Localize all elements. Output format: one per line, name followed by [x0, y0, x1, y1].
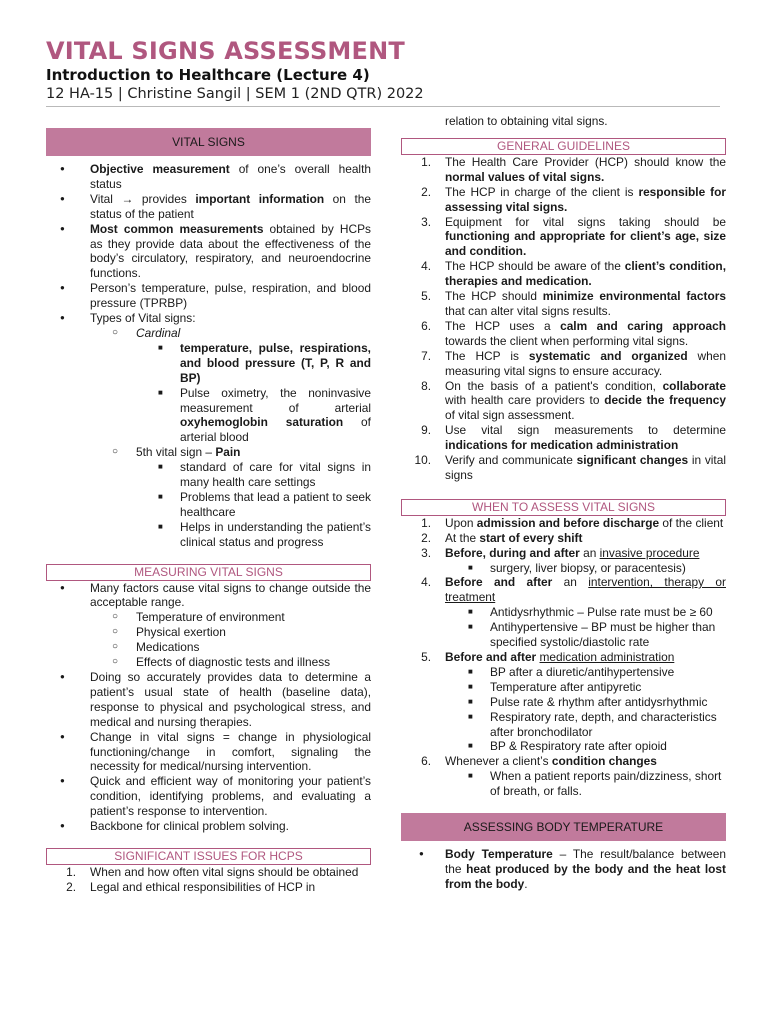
sub-list-item: ○ Temperature of environment — [46, 610, 371, 625]
sub-list-item: ■ surgery, liver biopsy, or paracentesis) — [401, 561, 726, 576]
sub-list-item: ■ Respiratory rate, depth, and characteristics after bronchodilator — [401, 710, 726, 740]
document-meta: 12 HA-15 | Christine Sangil | SEM 1 (2ND QTR) 2022 — [46, 86, 424, 102]
issues-list — [46, 865, 371, 895]
sub-sub-list-item: ■ Problems that lead a patient to seek healthcare — [46, 490, 371, 520]
list-item: 4. The HCP should be aware of the client’s condition, therapies and medication. — [421, 259, 726, 289]
guidelines-list — [401, 155, 726, 483]
list-item: ● Change in vital signs = change in physiological functioning/change in comfort, signaling the necessity for medical/nursing intervention. — [46, 730, 371, 775]
list-item: 7. The HCP is systematic and organized when measuring vital signs to ensure accuracy. — [421, 348, 726, 378]
when-list — [401, 516, 726, 799]
measuring-list — [46, 581, 371, 834]
sub-list-item: ■ Antihypertensive – BP must be higher than specified systolic/diastolic rate — [401, 620, 726, 650]
list-item: ● Objective measurement of one’s overall health status — [46, 162, 371, 192]
list-item: ● Most common measurements obtained by HCPs as they provide data about the effectiveness of the body’s circulatory, respiratory, and neuroendocrine functions. — [46, 222, 371, 282]
sub-list-item: ■ BP after a diuretic/antihypertensive — [401, 665, 726, 680]
list-item: ● Vital → provides important information on the status of the patient — [46, 192, 371, 222]
list-item: 2. The HCP in charge of the client is responsible for assessing vital signs. — [421, 184, 726, 214]
header-divider — [46, 106, 720, 107]
list-item: 1. When and how often vital signs should be obtained — [66, 864, 359, 879]
section-heading-vital-signs: VITAL SIGNS — [46, 128, 371, 156]
list-item: ● Quick and efficient way of monitoring your patient’s condition, identifying problems, and evaluating a patient’s response to intervention. — [46, 774, 371, 819]
sub-sub-list-item: ■ Helps in understanding the patient’s clinical status and progress — [46, 520, 371, 550]
list-item: 2. At the start of every shift — [421, 530, 583, 545]
document-title: VITAL SIGNS ASSESSMENT — [46, 37, 405, 65]
document-header — [46, 36, 726, 104]
list-item: 5. The HCP should minimize environmental factors that can alter vital signs results. — [421, 289, 726, 318]
temperature-list — [401, 847, 726, 892]
list-item: 4. Before and after an intervention, therapy or treatment — [421, 575, 726, 605]
list-item: 1. Upon admission and before discharge of the client — [421, 515, 724, 530]
document-subtitle: Introduction to Healthcare (Lecture 4) — [46, 66, 370, 84]
sub-list-item: ■ Antidysrhythmic – Pulse rate must be ≥ 60 — [401, 605, 726, 620]
list-item: 3. Equipment for vital signs taking should be functioning and appropriate for client’s age, size and condition. — [421, 214, 726, 259]
list-item: 10. Verify and communicate significant changes in vital signs — [414, 453, 726, 482]
list-item: ● Body Temperature – The result/balance between the heat produced by the body and the heat lost from the body. — [401, 847, 726, 892]
sub-sub-list-item: ■ standard of care for vital signs in many health care settings — [46, 460, 371, 490]
sub-list-item: ■ Temperature after antipyretic — [401, 680, 726, 695]
list-item: ● Backbone for clinical problem solving. — [46, 819, 371, 834]
section-heading-measuring: MEASURING VITAL SIGNS — [46, 564, 371, 581]
sub-sub-list-item: ■ temperature, pulse, respirations, and blood pressure (T, P, R and BP) — [46, 341, 371, 386]
list-item: ● Types of Vital signs: — [46, 311, 371, 326]
list-item: ● Doing so accurately provides data to determine a patient’s usual state of health (baseline data), response to physical and psychological stress, and medical and nursing therapies. — [46, 670, 371, 730]
list-item: 6. Whenever a client’s condition changes — [421, 754, 657, 769]
list-item: 2. Legal and ethical responsibilities of HCP in — [66, 879, 316, 894]
sub-sub-list-item: ■ Pulse oximetry, the noninvasive measurement of arterial oxyhemoglobin saturation of arterial blood — [46, 386, 371, 446]
sub-list-item: ○ Effects of diagnostic tests and illness — [46, 655, 371, 670]
list-item: 1. The Health Care Provider (HCP) should know the normal values of vital signs. — [421, 154, 726, 184]
list-item: 9. Use vital sign measurements to determine indications for medication administration — [421, 423, 726, 453]
sub-list-item: ○ Physical exertion — [46, 625, 371, 640]
list-item: ● Many factors cause vital signs to change outside the acceptable range. — [46, 581, 371, 611]
sub-list-item: ■ BP & Respiratory rate after opioid — [401, 739, 726, 754]
list-item: 3. Before, during and after an invasive procedure — [421, 545, 700, 560]
section-heading-issues: SIGNIFICANT ISSUES FOR HCPS — [46, 848, 371, 865]
sub-list-item: ○ Cardinal — [46, 326, 371, 341]
section-heading-when: WHEN TO ASSESS VITAL SIGNS — [401, 499, 726, 516]
list-item: ● Person’s temperature, pulse, respiration, and blood pressure (TPRBP) — [46, 281, 371, 311]
vital-signs-list — [46, 162, 371, 550]
right-column — [401, 114, 726, 892]
sub-list-item: ○ 5th vital sign – Pain — [46, 445, 371, 460]
section-heading-body-temperature: ASSESSING BODY TEMPERATURE — [401, 813, 726, 841]
sub-list-item: ○ Medications — [46, 640, 371, 655]
sub-list-item: ■ Pulse rate & rhythm after antidysrhythmic — [401, 695, 726, 710]
list-item: 5. Before and after medication administration — [421, 650, 675, 664]
list-item: 6. The HCP uses a calm and caring approach towards the client when performing vital signs. — [421, 318, 726, 348]
sub-list-item: ■ When a patient reports pain/dizziness, short of breath, or falls. — [401, 769, 726, 799]
list-item-continued: relation to obtaining vital signs. — [445, 114, 608, 128]
left-column — [46, 112, 371, 895]
list-item: 8. On the basis of a patient's condition, collaborate with health care providers to decide the frequency of vital sign assessment. — [421, 378, 726, 423]
section-heading-guidelines: GENERAL GUIDELINES — [401, 138, 726, 155]
